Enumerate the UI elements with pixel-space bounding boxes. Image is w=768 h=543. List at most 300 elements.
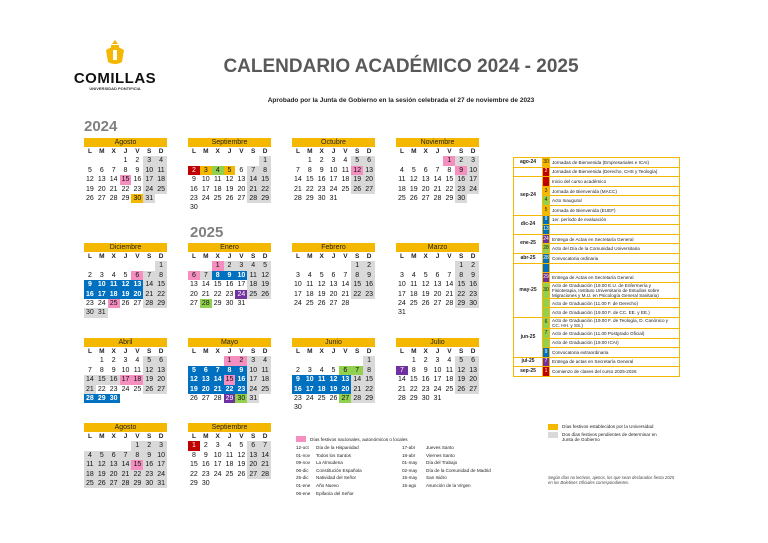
day-cell: 25: [84, 479, 96, 488]
day-cell: 25: [108, 299, 120, 308]
day-cell: 2: [188, 166, 200, 175]
day-cell: 2: [455, 156, 467, 165]
weekday-label: J: [435, 148, 440, 155]
event-month: ago-24: [514, 158, 543, 168]
month-name: Enero: [188, 243, 271, 252]
weekday-label: L: [87, 348, 92, 355]
day-cell: 29: [155, 299, 167, 308]
day-cell: 20: [363, 175, 375, 184]
day-cell: 11: [316, 375, 328, 384]
day-cell: 4: [111, 271, 116, 279]
day-cell: 12: [259, 271, 271, 280]
day-cell: 19: [351, 175, 363, 184]
day-cell: 16: [190, 185, 198, 193]
day-cell: 23: [109, 385, 118, 393]
weekday-label: S: [459, 253, 464, 260]
day-cell: 17: [155, 460, 167, 469]
day-cell: 6: [239, 166, 244, 174]
event-text: Convocatoria extraordinaria: [550, 348, 680, 358]
day-cell: 11: [133, 366, 141, 374]
day-cell: 7: [351, 366, 363, 375]
month-days: [188, 147, 271, 213]
holiday-date: 25-dic: [296, 475, 309, 481]
page-title: CALENDARIO ACADÉMICO 2024 - 2025: [223, 56, 579, 77]
day-cell: 2: [423, 357, 428, 365]
day-cell: 21: [143, 290, 155, 299]
event-row: [514, 357, 680, 367]
weekday-label: D: [366, 148, 372, 155]
month-0: [84, 138, 167, 203]
day-cell: 28: [200, 299, 212, 308]
day-cell: 11: [108, 280, 120, 289]
day-cell: 6: [108, 451, 120, 460]
day-cell: 25: [247, 290, 259, 299]
event-day: 9: [543, 215, 550, 225]
day-cell: 14: [259, 451, 271, 460]
day-cell: 21: [212, 385, 224, 394]
month-2: [292, 138, 375, 203]
weekday-label: D: [158, 148, 164, 155]
event-month: sep-25: [514, 367, 543, 377]
day-cell: 31: [247, 394, 259, 403]
day-cell: 25: [259, 385, 271, 394]
day-cell: 2: [319, 157, 324, 165]
event-text: Acto de Graduación (11.00 F. de Derecho): [550, 298, 680, 308]
day-cell: 12: [317, 281, 326, 289]
day-cell: 2: [143, 441, 155, 450]
event-text: Acto Inaugural: [550, 196, 680, 206]
day-cell: 8: [191, 451, 196, 459]
day-cell: 19: [317, 290, 326, 298]
day-cell: 9: [203, 451, 208, 459]
day-cell: 11: [341, 166, 349, 174]
month-6: [292, 243, 375, 308]
day-cell: 15: [409, 376, 418, 384]
day-cell: 3: [435, 357, 440, 365]
day-cell: 7: [435, 166, 440, 174]
day-cell: 8: [455, 271, 467, 280]
weekday-label: D: [262, 253, 268, 260]
day-cell: 30: [108, 394, 120, 403]
event-text: [550, 225, 680, 235]
day-cell: 30: [455, 194, 467, 203]
day-cell: 7: [200, 271, 212, 280]
day-cell: 18: [305, 290, 314, 298]
day-cell: 1: [123, 157, 128, 165]
day-cell: 1: [188, 441, 200, 450]
day-cell: 15: [131, 460, 143, 469]
day-cell: 12: [455, 366, 467, 375]
weekday-label: L: [87, 433, 92, 440]
event-month: abr-25: [514, 253, 543, 263]
weekday-label: L: [191, 148, 196, 155]
event-day: 1: [543, 367, 550, 377]
day-cell: 1: [455, 261, 467, 270]
holiday-name: Jueves Santo: [426, 445, 454, 450]
day-cell: 8: [155, 271, 167, 280]
day-cell: 12: [351, 166, 363, 175]
event-month: jul-25: [514, 357, 543, 367]
month-name: Mayo: [188, 338, 271, 347]
weekday-label: L: [295, 253, 300, 260]
day-cell: 17: [304, 385, 316, 394]
day-cell: 10: [294, 281, 302, 289]
weekday-label: D: [262, 348, 268, 355]
day-cell: 5: [143, 356, 155, 365]
month-days: [188, 432, 271, 488]
day-cell: 27: [190, 299, 198, 307]
day-cell: 26: [421, 299, 430, 307]
holiday-date: 01-nov: [296, 452, 311, 458]
day-cell: 14: [212, 375, 224, 384]
day-cell: 4: [411, 271, 416, 279]
event-day: [543, 263, 550, 273]
weekday-label: M: [307, 348, 313, 355]
day-cell: 17: [398, 290, 406, 298]
day-cell: 26: [225, 194, 234, 202]
day-cell: 11: [155, 166, 167, 175]
logo-brand: COMILLAS: [73, 70, 157, 87]
weekday-label: V: [239, 148, 244, 155]
weekday-label: D: [262, 148, 268, 155]
day-cell: 21: [120, 470, 132, 479]
event-day: 4: [543, 196, 550, 206]
day-cell: 5: [319, 271, 324, 279]
day-cell: 24: [305, 394, 314, 402]
day-cell: 18: [259, 375, 271, 384]
event-text: Acto de Graduación (19.00 F. de CC. EE. y EE.): [550, 308, 680, 318]
day-cell: 26: [190, 394, 198, 402]
day-cell: 29: [224, 394, 236, 403]
legend-univ: Días festivos establecidos por la Universidad: [562, 424, 654, 429]
day-cell: 7: [259, 441, 271, 450]
day-cell: 8: [351, 271, 363, 280]
day-cell: 4: [447, 357, 452, 365]
day-cell: 30: [190, 204, 198, 212]
weekday-label: M: [203, 348, 209, 355]
weekday-label: V: [447, 148, 452, 155]
day-cell: 1: [351, 261, 363, 270]
day-cell: 28: [341, 299, 350, 307]
logo-subtitle: UNIVERSIDAD PONTIFICIA: [89, 86, 141, 91]
day-cell: 3: [200, 166, 212, 175]
day-cell: 8: [411, 366, 416, 374]
month-7: [396, 243, 479, 318]
day-cell: 30: [421, 394, 430, 402]
weekday-label: L: [191, 348, 196, 355]
day-cell: 17: [96, 290, 108, 299]
day-cell: 15: [445, 176, 454, 184]
event-text: Comienzo de clases del curso 2025-2026: [550, 367, 680, 377]
day-cell: 21: [259, 460, 271, 469]
day-cell: 7: [247, 166, 259, 175]
month-days: [84, 347, 167, 403]
weekday-label: X: [423, 253, 428, 260]
day-cell: 24: [97, 299, 106, 307]
day-cell: 26: [143, 385, 155, 394]
day-cell: 21: [341, 290, 350, 298]
day-cell: 25: [409, 299, 418, 307]
day-cell: 8: [123, 166, 128, 174]
day-cell: 18: [316, 385, 328, 394]
event-day: [543, 338, 550, 348]
day-cell: 5: [87, 166, 92, 174]
weekday-label: M: [203, 433, 209, 440]
day-cell: 14: [433, 176, 442, 184]
day-cell: 9: [143, 451, 155, 460]
day-cell: 10: [96, 280, 108, 289]
month-1: [188, 138, 271, 213]
weekday-label: S: [459, 348, 464, 355]
day-cell: 25: [445, 385, 454, 393]
day-cell: 18: [341, 176, 350, 184]
day-cell: 3: [467, 156, 479, 165]
day-cell: 2: [111, 357, 116, 365]
day-cell: 29: [131, 479, 143, 488]
day-cell: 5: [423, 271, 428, 279]
day-cell: 19: [188, 385, 200, 394]
weekday-label: D: [158, 348, 164, 355]
day-cell: 20: [131, 290, 143, 299]
day-cell: 11: [398, 176, 406, 184]
day-cell: 15: [96, 375, 108, 384]
day-cell: 16: [235, 375, 247, 384]
day-cell: 29: [259, 194, 271, 203]
day-cell: 25: [317, 394, 326, 402]
day-cell: 14: [120, 460, 132, 469]
weekday-label: D: [470, 348, 476, 355]
holiday-name: San Isidro: [426, 475, 447, 481]
day-cell: 11: [84, 460, 96, 469]
day-cell: 18: [398, 185, 406, 193]
event-month: ene-25: [514, 234, 543, 253]
holiday-name: Epifanía del Señor: [316, 490, 354, 496]
weekday-label: S: [251, 348, 256, 355]
year-label-2024: 2024: [84, 118, 118, 135]
weekday-label: D: [366, 253, 372, 260]
day-cell: 7: [295, 166, 300, 174]
day-cell: 15: [224, 375, 236, 384]
month-11: [396, 338, 479, 403]
day-cell: 29: [445, 194, 454, 202]
day-cell: 8: [447, 166, 452, 174]
day-cell: 6: [339, 366, 351, 375]
day-cell: 3: [143, 156, 155, 165]
event-month: sep-24: [514, 177, 543, 215]
day-cell: 5: [455, 356, 467, 365]
month-4: [84, 243, 167, 318]
day-cell: 3: [331, 157, 336, 165]
day-cell: 2: [235, 356, 247, 365]
day-cell: 24: [155, 470, 167, 479]
weekday-label: S: [355, 253, 360, 260]
day-cell: 25: [133, 385, 142, 393]
day-cell: 28: [398, 394, 406, 402]
day-cell: 1: [131, 441, 143, 450]
day-cell: 19: [120, 290, 132, 299]
day-cell: 23: [225, 290, 234, 298]
day-cell: 3: [155, 441, 167, 450]
weekday-label: X: [215, 253, 220, 260]
weekday-label: J: [227, 148, 232, 155]
event-day: 5: [543, 205, 550, 215]
month-13: [188, 423, 271, 488]
month-5: [188, 243, 271, 308]
day-cell: 5: [259, 261, 271, 270]
day-cell: 7: [343, 271, 348, 279]
weekday-label: X: [111, 348, 116, 355]
day-cell: 26: [259, 290, 271, 299]
day-cell: 18: [409, 290, 418, 298]
day-cell: 20: [155, 375, 167, 384]
day-cell: 14: [445, 281, 454, 289]
day-cell: 12: [86, 176, 94, 184]
weekday-label: M: [203, 148, 209, 155]
weekday-label: X: [215, 433, 220, 440]
day-cell: 2: [467, 261, 479, 270]
day-cell: 27: [247, 470, 259, 479]
day-cell: 26: [409, 194, 418, 202]
weekday-label: J: [331, 148, 336, 155]
day-cell: 13: [97, 176, 106, 184]
day-cell: 24: [235, 290, 247, 299]
event-day: 28: [543, 253, 550, 263]
day-cell: 20: [433, 290, 442, 298]
day-cell: 25: [155, 185, 167, 194]
month-name: Abril: [84, 338, 167, 347]
month-days: [292, 252, 375, 308]
day-cell: 13: [339, 375, 351, 384]
event-text: Acto de Graduación (11.00 Postgrado Oficial): [550, 328, 680, 338]
day-cell: 30: [294, 404, 302, 412]
day-cell: 9: [235, 366, 247, 375]
day-cell: 29: [213, 299, 222, 307]
month-days: [84, 432, 167, 488]
day-cell: 10: [213, 451, 222, 459]
day-cell: 8: [363, 366, 375, 375]
day-cell: 29: [363, 394, 375, 403]
day-cell: 3: [235, 261, 247, 270]
holiday-name: Viernes Santo: [426, 452, 455, 458]
holiday-date: 15-may: [402, 475, 418, 481]
day-cell: 6: [155, 356, 167, 365]
holiday-name: Todos los Santos: [316, 452, 351, 458]
day-cell: 19: [328, 385, 340, 394]
day-cell: 23: [190, 194, 198, 202]
day-cell: 13: [247, 451, 259, 460]
day-cell: 9: [224, 271, 236, 280]
weekday-label: M: [203, 253, 209, 260]
day-cell: 5: [188, 366, 200, 375]
holiday-name: Día del Trabajo: [426, 460, 458, 466]
weekday-label: S: [355, 348, 360, 355]
day-cell: 26: [96, 479, 108, 488]
day-cell: 1: [155, 261, 167, 270]
day-cell: 16: [108, 375, 120, 384]
day-cell: 31: [96, 308, 108, 317]
weekday-label: V: [135, 148, 140, 155]
day-cell: 2: [135, 157, 140, 165]
weekday-label: S: [251, 433, 256, 440]
weekday-label: X: [423, 348, 428, 355]
day-cell: 9: [467, 271, 479, 280]
day-cell: 16: [317, 176, 326, 184]
day-cell: 13: [190, 281, 198, 289]
day-cell: 28: [120, 479, 132, 488]
day-cell: 27: [97, 194, 106, 202]
day-cell: 10: [329, 166, 338, 174]
event-text: [550, 263, 680, 273]
day-cell: 27: [433, 299, 442, 307]
day-cell: 24: [201, 194, 210, 202]
day-cell: 30: [143, 479, 155, 488]
day-cell: 26: [317, 299, 326, 307]
day-cell: 8: [307, 166, 312, 174]
day-cell: 20: [339, 385, 351, 394]
weekday-label: V: [239, 433, 244, 440]
day-cell: 22: [224, 385, 236, 394]
day-cell: 4: [212, 166, 224, 175]
day-cell: 20: [467, 375, 479, 384]
day-cell: 3: [307, 366, 312, 374]
event-row: [514, 167, 680, 177]
footnote: Según días no lectivos, ajenos, los que sean declarados fiesta 2025 en los Boletines Oficiales correspondientes.: [548, 475, 675, 485]
day-cell: 18: [131, 375, 143, 384]
event-text: Entrega de Actas en Secretaría General: [550, 234, 680, 244]
weekday-label: D: [158, 433, 164, 440]
day-cell: 28: [84, 394, 96, 403]
day-cell: 12: [328, 375, 340, 384]
day-cell: 13: [131, 280, 143, 289]
day-cell: 6: [363, 156, 375, 165]
day-cell: 18: [213, 185, 222, 193]
day-cell: 8: [131, 451, 143, 460]
day-cell: 2: [295, 366, 300, 374]
day-cell: 26: [86, 194, 94, 202]
day-cell: 27: [421, 194, 430, 202]
day-cell: 27: [329, 299, 338, 307]
event-row: [514, 367, 680, 377]
day-cell: 13: [108, 460, 120, 469]
day-cell: 11: [259, 366, 271, 375]
day-cell: 23: [235, 385, 247, 394]
day-cell: 18: [225, 461, 234, 469]
weekday-label: M: [99, 433, 105, 440]
day-cell: 27: [237, 194, 246, 202]
day-cell: 24: [121, 385, 130, 393]
weekday-label: S: [251, 148, 256, 155]
day-cell: 24: [247, 385, 259, 394]
weekday-label: M: [99, 253, 105, 260]
day-cell: 28: [294, 194, 302, 202]
holiday-date: 06-ene: [296, 490, 311, 496]
day-cell: 23: [86, 299, 94, 307]
day-cell: 29: [96, 394, 108, 403]
day-cell: 15: [305, 176, 314, 184]
day-cell: 23: [143, 470, 155, 479]
day-cell: 1: [99, 357, 104, 365]
day-cell: 28: [109, 194, 118, 202]
day-cell: 13: [329, 281, 338, 289]
weekday-label: J: [435, 348, 440, 355]
weekday-label: J: [123, 433, 128, 440]
weekday-label: L: [399, 348, 404, 355]
weekday-label: S: [147, 433, 152, 440]
day-cell: 15: [351, 280, 363, 289]
weekday-label: J: [123, 348, 128, 355]
day-cell: 6: [331, 271, 336, 279]
day-cell: 27: [155, 385, 167, 394]
